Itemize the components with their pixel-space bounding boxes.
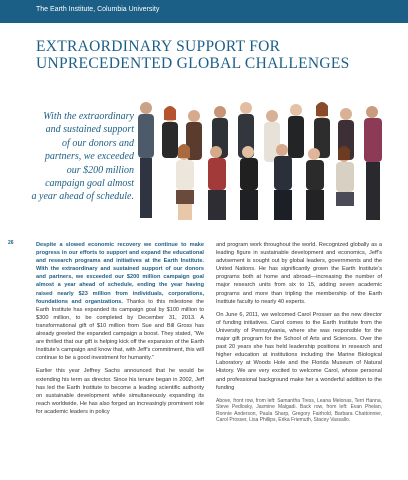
lead-text: Despite a slowed economic recovery we continue to make progress in our efforts to support and expand the educational and research programs and initiatives at the Earth Institute. With the extraordinary and sustained support of our donors and partners, we exceeded our $200 million campaign goal almost a year ahead of schedule, ending the year having raised nearly $23 million from individuals, corporations, foundations and organizations. (36, 242, 204, 305)
title-line-1: EXTRAORDINARY SUPPORT FOR (36, 38, 281, 55)
page-title (36, 38, 396, 72)
quote-line: our $200 million (66, 164, 134, 176)
quote-line: and sustained support (45, 124, 134, 136)
paragraph: Earlier this year Jeffrey Sachs announced that he would be extending his term as director. Since his tenure began in 2002, Jeff has led the Earth Institute to become a leading scientific authority on sustainable development while simultaneously expanding its reach worldwide. He has also forged an increasingly prominent role for academic leaders in policy (36, 368, 204, 415)
paragraph: On June 6, 2011, we welcomed Carol Prosser as the new director of funding initiatives. Carol comes to the Earth Institute from the University of Pennsylvania, where she was responsible for the major gift program for the School of Arts and Sciences. Over the past 20 years she has held leadership positions in research and higher education at institutions including the Marine Biological Laboratory at Woods Hole and the Florida Museum of Natural History. We are very excited to welcome Carol, whose personal and professional background make her a wonderful addition to the funding (216, 311, 382, 391)
header-org: The Earth Institute, Columbia University (36, 6, 160, 13)
paragraph (36, 241, 204, 362)
quote-line: partners, we exceeded (44, 151, 134, 163)
photo-caption: Above, front row, from left: Samantha Tress, Leana Melonas, Terri Hanna, Steve Pedlosky, Jasmine Malgadi. Back row, from left: Evan Phelan, Ronnie Anderson, Paula Sharp, Gregory Fairhold, Barbara Chattonnier, Carol Prosser, Lisa Phillips, Erika Friemuth, Stacey Vassallo. (216, 397, 382, 424)
person-figure (138, 102, 154, 218)
body-text: Thanks to this milestone the Earth Institute has expanded its campaign goal by $100 million to $300 million, to be completed by December 31, 2013. A transformational gift of $10 million from Sue and Bill Gross has already greeted the expanded campaign a boost. They stated, “We are thrilled that our gift is helping kick off the expansion of the Earth Institute’s campaign and know that, with Jeff’s commitment, this will continue to be a good investment for humanity.” (36, 298, 204, 362)
group-photo (136, 96, 398, 232)
pull-quote (0, 110, 134, 204)
quote-line: a year ahead of schedule. (31, 191, 134, 203)
page-number: 26 (8, 240, 14, 246)
title-line-2: UNPRECEDENTED GLOBAL CHALLENGES (36, 55, 350, 72)
paragraph: and program work throughout the world. Recognized globally as a leading figure in sustainable development and economics, Jeff’s advisement is sought out by global leaders, governments and the United Nations. He has significantly grown the Earth Institute’s programs both at home and abroad—increasing the number of major research units from six to 15, adding seven academic programs and more than tripling the membership of the Earth Institute faculty to nearly 40 experts. (216, 242, 382, 305)
quote-line: of our donors and (62, 137, 134, 149)
header-bar (0, 0, 408, 23)
left-column (36, 241, 204, 421)
quote-line: With the extraordinary (43, 111, 134, 122)
quote-line: campaign goal almost (45, 178, 134, 190)
right-column (216, 241, 382, 424)
